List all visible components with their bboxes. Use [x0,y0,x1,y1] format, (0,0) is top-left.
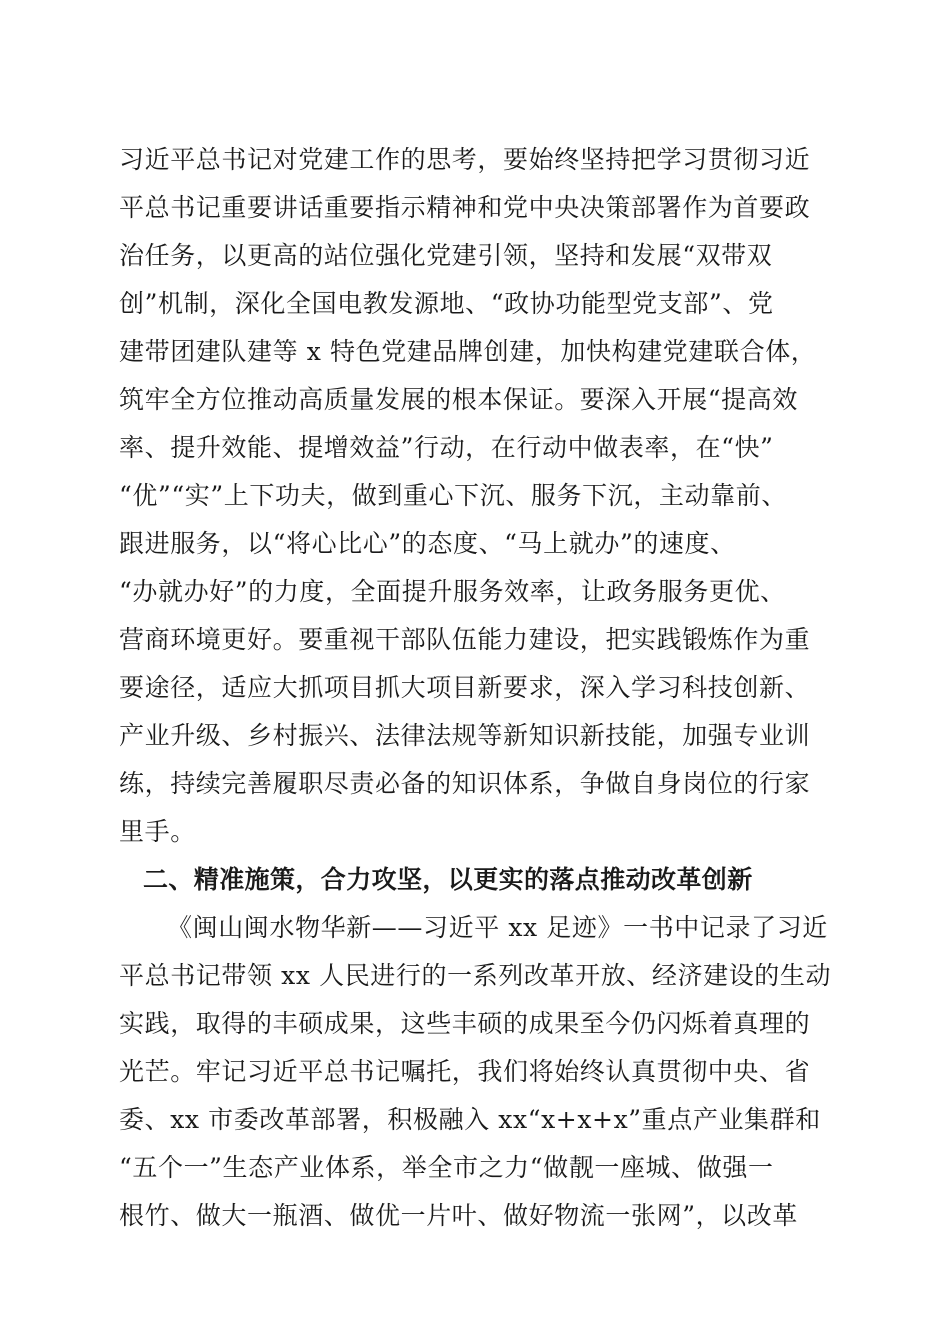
body-line: 习近平总书记对党建工作的思考，要始终坚持把学习贯彻习近 [119,145,811,174]
body-line: 产业升级、乡村振兴、法律法规等新知识新技能，加强专业训 [119,721,811,750]
body-line: 实践，取得的丰硕成果，这些丰硕的成果至今仍闪烁着真理的 [119,1009,811,1038]
paragraph-first-line: 《闽山闽水物华新——习近平 xx 足迹》一书中记录了习近 [167,913,828,942]
body-line: 筑牢全方位推动高质量发展的根本保证。要深入开展“提高效 [119,385,798,414]
body-line: 创”机制，深化全国电教发源地、“政协功能型党支部”、党 [119,289,774,318]
body-line: 里手。 [119,817,196,846]
body-line: “优”“实”上下功夫，做到重心下沉、服务下沉，主动靠前、 [119,481,787,510]
section-heading: 二、精准施策，合力攻坚，以更实的落点推动改革创新 [143,865,753,894]
body-line: “办就办好”的力度，全面提升服务效率，让政务服务更优、 [119,577,786,606]
body-line: “五个一”生态产业体系，举全市之力“做靓一座城、做强一 [119,1153,774,1182]
body-line: 要途径，适应大抓项目抓大项目新要求，深入学习科技创新、 [119,673,811,702]
body-line: 委、xx 市委改革部署，积极融入 xx“x+x+x”重点产业集群和 [119,1105,821,1134]
body-line: 平总书记重要讲话重要指示精神和党中央决策部署作为首要政 [119,193,811,222]
body-line: 率、提升效能、提增效益”行动，在行动中做表率，在“快” [119,433,774,462]
body-line: 练，持续完善履职尽责必备的知识体系，争做自身岗位的行家 [119,769,811,798]
body-line: 根竹、做大一瓶酒、做优一片叶、做好物流一张网”，以改革 [119,1201,798,1230]
body-line: 光芒。牢记习近平总书记嘱托，我们将始终认真贯彻中央、省 [119,1057,811,1086]
body-line: 营商环境更好。要重视干部队伍能力建设，把实践锻炼作为重 [119,625,811,654]
body-line: 平总书记带领 xx 人民进行的一系列改革开放、经济建设的生动 [119,961,832,990]
body-line: 建带团建队建等 x 特色党建品牌创建，加快构建党建联合体， [119,337,817,366]
body-line: 跟进服务，以“将心比心”的态度、“马上就办”的速度、 [119,529,736,558]
body-line: 治任务，以更高的站位强化党建引领，坚持和发展“双带双 [119,241,773,270]
